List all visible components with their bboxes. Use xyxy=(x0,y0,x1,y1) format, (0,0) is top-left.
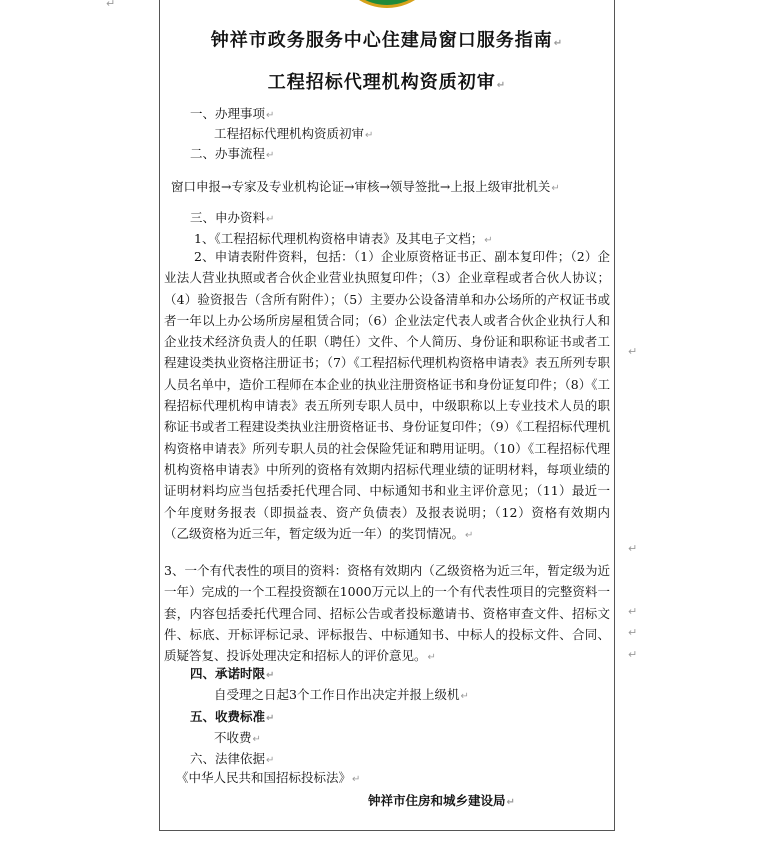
section-body-5: 不收费↵ xyxy=(214,730,261,745)
section-3-item-1: 1、《工程招标代理机构资格申请表》及其电子文档；↵ xyxy=(194,231,493,246)
margin-paragraph-mark: ↵ xyxy=(628,345,638,358)
section-heading-5: 五、收费标准↵ xyxy=(190,709,275,724)
section-body-1: 工程招标代理机构资质初审↵ xyxy=(214,126,374,141)
margin-paragraph-mark: ↵ xyxy=(628,605,638,618)
section-heading-4: 四、承诺时限↵ xyxy=(190,666,275,681)
emblem-icon xyxy=(334,0,440,8)
margin-paragraph-mark: ↵ xyxy=(628,648,638,661)
document-page xyxy=(159,0,615,831)
section-body-6: 《中华人民共和国招标投标法》↵ xyxy=(176,770,361,785)
margin-paragraph-mark: ↵ xyxy=(628,542,638,555)
section-body-4: 自受理之日起3个工作日作出决定并报上级机↵ xyxy=(214,687,469,702)
section-heading-3: 三、申办资料↵ xyxy=(190,210,275,225)
document-subtitle: 工程招标代理机构资质初审↵ xyxy=(267,72,507,93)
section-heading-1: 一、办理事项↵ xyxy=(190,106,275,121)
document-title: 钟祥市政务服务中心住建局窗口服务指南↵ xyxy=(210,30,564,51)
section-heading-6: 六、法律依据↵ xyxy=(190,751,275,766)
section-heading-2: 二、办事流程↵ xyxy=(190,146,275,161)
signature: 钟祥市住房和城乡建设局↵ xyxy=(368,793,515,808)
margin-paragraph-mark: ↵ xyxy=(628,626,638,639)
outside-paragraph-mark: ↵ xyxy=(106,0,116,10)
section-3-item-3: 3、一个有代表性的项目的资料：资格有效期内（乙级资格为近三年，暂定级为近一年）完成的一个工程投资额在1000万元以上的一个有代表性项目的完整资料一套，内容包括委托代理合同、招标公告或者投标邀请书、资格审查文件、招标文件、标底、开标评标记录、评标报告、中标通知书、中标人的投标文件、合同、质疑答复、投诉处理决定和招标人的评价意见。↵ xyxy=(164,563,610,664)
section-3-item-2: 2、申请表附件资料，包括：（1）企业原资格证书正、副本复印件；（2）企业法人营业执照或者合伙企业营业执照复印件；（3）企业章程或者合伙人协议；（4）验资报告（含所有附件）；（5）主要办公设备清单和办公场所的产权证书或者一年以上办公场所房屋租赁合同；（6）企业法定代表人或者合伙企业执行人和企业技术经济负责人的任职（聘任）文件、个人简历、身份证和职称证书或者工程建设类执业资格注册证书；（7）《工程招标代理机构资格申请表》表五所列专职人员名单中，造价工程师在本企业的执业注册资格证书和身份证复印件；（8）《工程招标代理机构申请表》表五所列专职人员中，中级职称以上专业技术人员的职称证书或者工程建设类执业注册资格证书、身份证复印件；（9）《工程招标代理机构资格申请表》所列专职人员的社会保险凭证和聘用证明。（10）《工程招标代理机构资格申请表》中所列的资格有效期内招标代理业绩的证明材料，每项业绩的证明材料均应当包括委托代理合同、中标通知书和业主评价意见；（11）最近一个年度财务报表（即损益表、资产负债表）及报表说明；（12）资格有效期内（乙级资格为近三年，暂定级为近一年）的奖罚情况。↵ xyxy=(164,249,610,541)
section-body-2: 窗口申报→专家及专业机构论证→审核→领导签批→上报上级审批机关↵ xyxy=(171,179,560,194)
